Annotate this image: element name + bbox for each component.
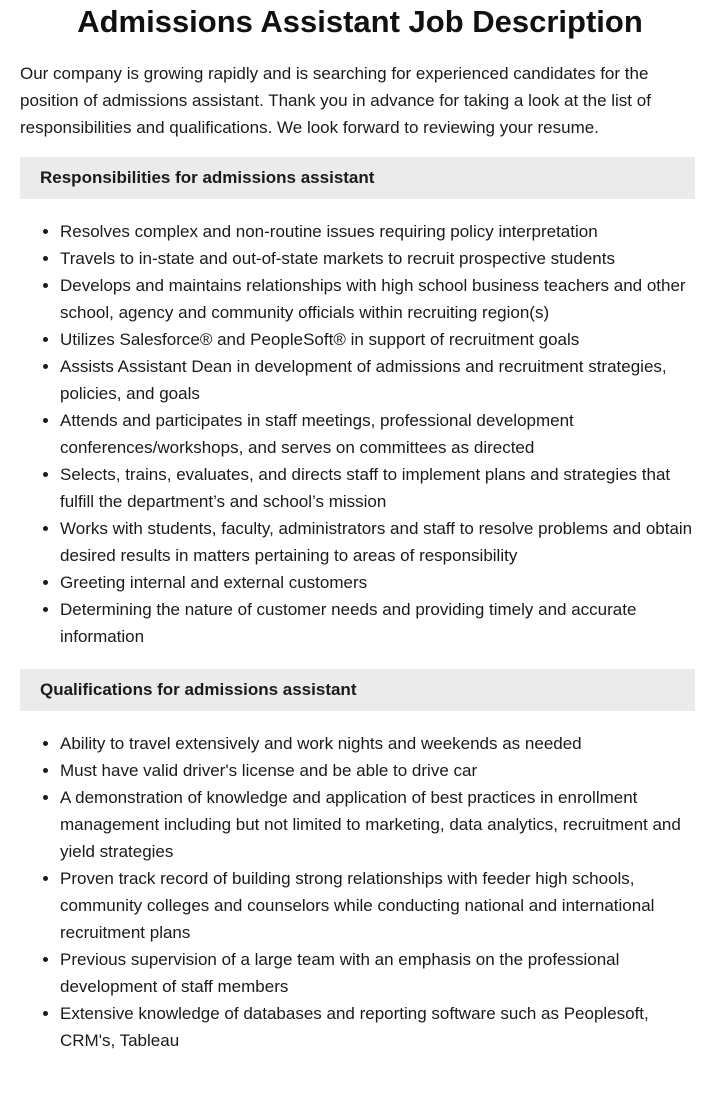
list-item: • Utilizes Salesforce® and PeopleSoft® in support of recruitment goals bbox=[60, 326, 695, 353]
list-item: • Develops and maintains relationships with high school business teachers and other school, agency and community officials within recruiting region(s) bbox=[60, 272, 695, 326]
list-item: • Must have valid driver's license and be able to drive car bbox=[60, 757, 695, 784]
list-item: • Assists Assistant Dean in development of admissions and recruitment strategies, policies, and goals bbox=[60, 353, 695, 407]
list-item: • Extensive knowledge of databases and reporting software such as Peoplesoft, CRM's, Tableau bbox=[60, 1000, 695, 1054]
list-item: • Determining the nature of customer needs and providing timely and accurate information bbox=[60, 596, 695, 650]
list-item: • Previous supervision of a large team with an emphasis on the professional development of staff members bbox=[60, 946, 695, 1000]
intro-paragraph: Our company is growing rapidly and is searching for experienced candidates for the position of admissions assistant. Thank you in advance for taking a look at the list of responsibilities and qualifications. We look forward to reviewing your resume. bbox=[20, 64, 651, 137]
list-item: • Ability to travel extensively and work nights and weekends as needed bbox=[60, 730, 695, 757]
list-item: • Attends and participates in staff meetings, professional development conferences/workshops, and serves on committees as directed bbox=[60, 407, 695, 461]
list-item: • Selects, trains, evaluates, and directs staff to implement plans and strategies that fulfill the department’s and school’s mission bbox=[60, 461, 695, 515]
qualifications-list bbox=[20, 730, 695, 1054]
list-item: • Resolves complex and non-routine issues requiring policy interpretation bbox=[60, 218, 695, 245]
qualifications-heading: Qualifications for admissions assistant bbox=[20, 669, 695, 711]
page-title: Admissions Assistant Job Description bbox=[77, 4, 643, 39]
responsibilities-heading: Responsibilities for admissions assistant bbox=[20, 157, 695, 199]
list-item: • Greeting internal and external customers bbox=[60, 569, 695, 596]
list-item: • Works with students, faculty, administrators and staff to resolve problems and obtain desired results in matters pertaining to areas of responsibility bbox=[60, 515, 695, 569]
list-item: • Proven track record of building strong relationships with feeder high schools, community colleges and counselors while conducting national and international recruitment plans bbox=[60, 865, 695, 946]
list-item: • A demonstration of knowledge and application of best practices in enrollment management including but not limited to marketing, data analytics, recruitment and yield strategies bbox=[60, 784, 695, 865]
list-item: • Travels to in-state and out-of-state markets to recruit prospective students bbox=[60, 245, 695, 272]
responsibilities-list bbox=[20, 218, 695, 650]
